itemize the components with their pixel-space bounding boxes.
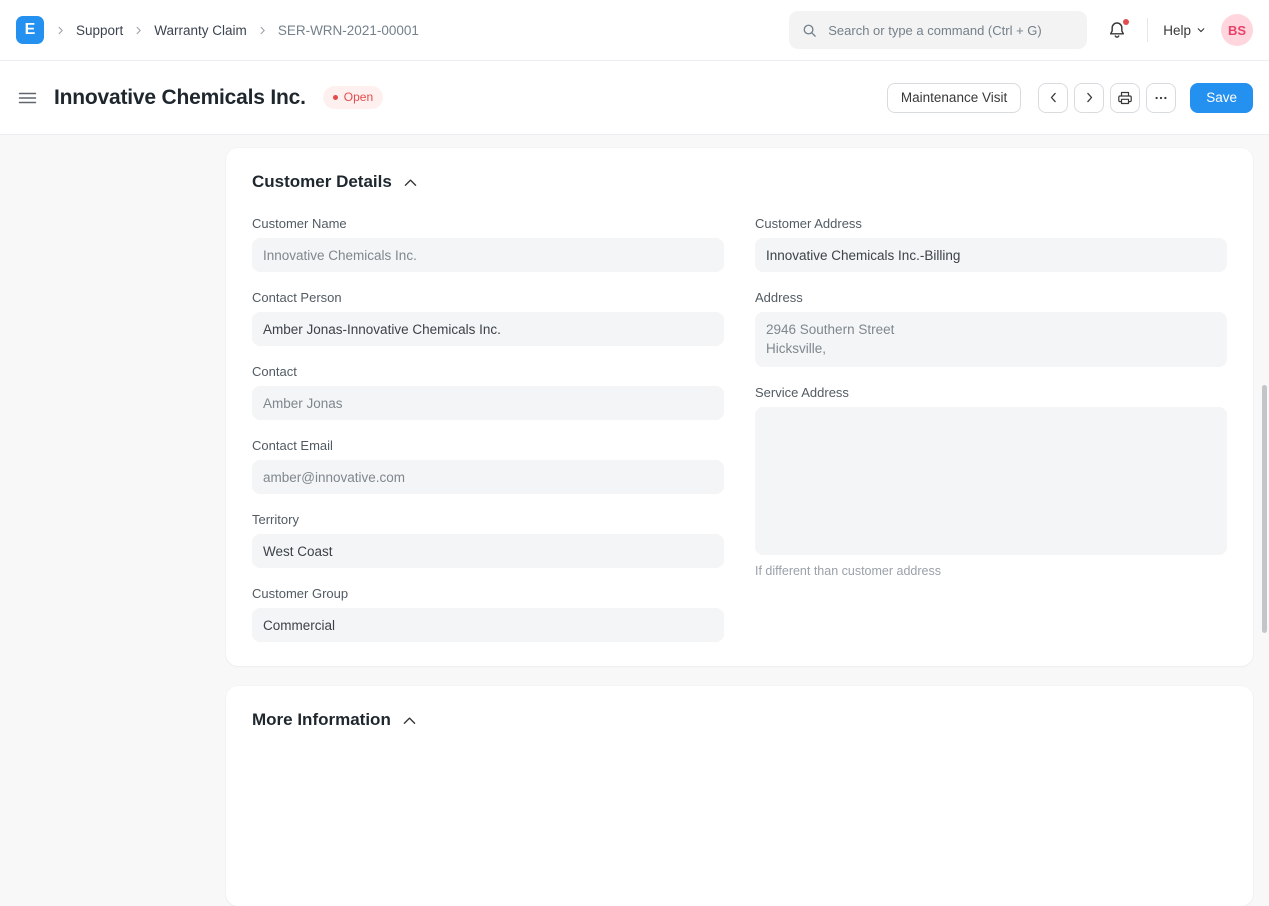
app-logo[interactable] <box>16 16 44 44</box>
chevron-right-icon <box>133 25 144 36</box>
form-body <box>226 148 1253 906</box>
customer-address-input[interactable] <box>755 238 1227 272</box>
field-label: Territory <box>252 512 299 527</box>
field-label: Address <box>755 290 803 305</box>
notifications-button[interactable] <box>1102 17 1132 43</box>
breadcrumb-warranty-claim[interactable]: Warranty Claim <box>154 22 247 38</box>
breadcrumb-support[interactable]: Support <box>76 22 124 38</box>
field-contact <box>252 364 724 420</box>
chevron-right-icon <box>1083 91 1096 104</box>
top-navbar <box>0 0 1269 61</box>
contact-person-input[interactable] <box>252 312 724 346</box>
divider <box>1147 18 1148 42</box>
service-address-help-text: If different than customer address <box>755 564 941 578</box>
contact-email-input <box>252 460 724 494</box>
breadcrumb-document-id: SER-WRN-2021-00001 <box>277 22 419 38</box>
customer-details-section <box>226 148 1253 666</box>
section-title: Customer Details <box>252 172 392 191</box>
more-information-section-toggle[interactable] <box>252 710 1227 730</box>
save-button[interactable]: Save <box>1190 83 1253 113</box>
printer-icon <box>1117 90 1133 106</box>
chevron-up-icon <box>403 716 416 725</box>
service-address-input[interactable] <box>755 407 1227 555</box>
next-document-button[interactable] <box>1074 83 1104 113</box>
column-left <box>252 216 724 642</box>
sidebar-toggle-button[interactable] <box>16 88 39 108</box>
status-label: Open <box>343 90 374 104</box>
notification-dot <box>1123 19 1129 25</box>
field-label: Contact Email <box>252 438 333 453</box>
field-label: Contact Person <box>252 290 342 305</box>
menu-options-button[interactable] <box>1146 83 1176 113</box>
field-customer-group <box>252 586 724 642</box>
avatar[interactable] <box>1221 14 1253 46</box>
section-title: More Information <box>252 710 391 729</box>
chevron-left-icon <box>1047 91 1060 104</box>
status-badge <box>323 86 383 109</box>
chevron-right-icon <box>55 25 66 36</box>
field-label: Customer Name <box>252 216 347 231</box>
field-customer-name <box>252 216 724 272</box>
field-territory <box>252 512 724 568</box>
chevron-right-icon <box>257 25 268 36</box>
help-menu[interactable] <box>1163 23 1206 38</box>
menu-icon <box>18 90 37 106</box>
more-information-section <box>226 686 1253 906</box>
territory-input[interactable] <box>252 534 724 568</box>
status-dot-icon <box>333 95 338 100</box>
customer-name-input <box>252 238 724 272</box>
page-header <box>0 61 1269 135</box>
contact-input <box>252 386 724 420</box>
address-line: 2946 Southern Street <box>766 322 895 337</box>
maintenance-visit-button[interactable]: Maintenance Visit <box>887 83 1021 113</box>
customer-details-section-toggle[interactable] <box>252 172 1227 192</box>
global-search[interactable] <box>789 11 1087 49</box>
field-service-address <box>755 385 1227 578</box>
field-label: Contact <box>252 364 297 379</box>
avatar-initials: BS <box>1227 22 1247 38</box>
field-label: Customer Address <box>755 216 862 231</box>
previous-document-button[interactable] <box>1038 83 1068 113</box>
field-label: Customer Group <box>252 586 349 601</box>
chevron-up-icon <box>404 178 417 187</box>
address-display <box>755 312 1227 367</box>
breadcrumb <box>16 16 419 44</box>
field-customer-address <box>755 216 1227 272</box>
field-label: Service Address <box>755 385 849 400</box>
app-logo-letter: E <box>24 21 36 38</box>
help-label: Help <box>1163 22 1191 38</box>
search-input[interactable] <box>826 22 1074 39</box>
field-contact-person <box>252 290 724 346</box>
ellipsis-icon <box>1154 91 1168 105</box>
search-icon <box>802 23 817 38</box>
customer-group-input[interactable] <box>252 608 724 642</box>
field-contact-email <box>252 438 724 494</box>
page-title: Innovative Chemicals Inc. <box>54 85 306 109</box>
address-line: Hicksville, <box>766 341 827 356</box>
vertical-scrollbar[interactable] <box>1262 385 1267 633</box>
column-right <box>755 216 1227 578</box>
chevron-down-icon <box>1196 25 1206 35</box>
field-address <box>755 290 1227 367</box>
print-button[interactable] <box>1110 83 1140 113</box>
